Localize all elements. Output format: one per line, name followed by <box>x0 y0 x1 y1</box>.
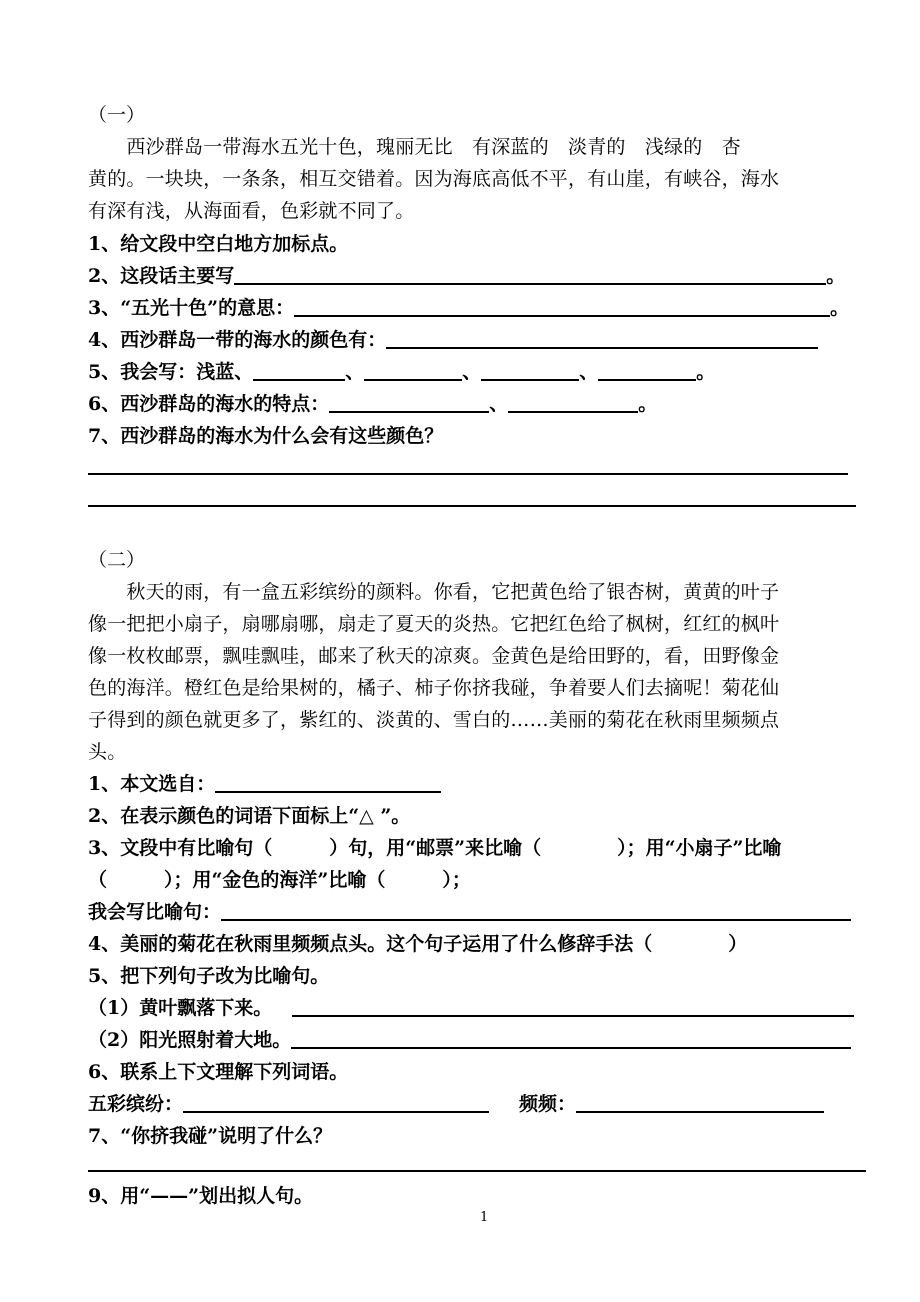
s1-q6-blank-2[interactable] <box>508 393 638 413</box>
s1-q7-answer-line-1[interactable] <box>88 473 848 475</box>
s1-q2-end: 。 <box>826 265 846 287</box>
s1-q5-sep-1: 、 <box>345 361 365 383</box>
s1-q6-sep: 、 <box>489 393 509 415</box>
s2-q6-b-label: 频频： <box>519 1093 577 1115</box>
s2-question-7: 7、“你挤我碰”说明了什么？ <box>88 1125 333 1147</box>
section1-passage-line-2: 黄的。一块块，一条条，相互交错着。因为海底高低不平，有山崖，有峡谷，海水 <box>88 168 780 190</box>
page-number: 1 <box>480 1210 489 1225</box>
section1-passage-line-3: 有深有浅，从海面看，色彩就不同了。 <box>88 200 415 222</box>
s1-q2-text: 2、这段话主要写 <box>88 265 235 287</box>
s1-question-2 <box>88 265 845 289</box>
section1-header: （一） <box>88 104 146 126</box>
s1-q4-text: 4、西沙群岛一带的海水的颜色有： <box>88 329 387 351</box>
s2-q3-write-label: 我会写比喻句： <box>88 901 222 923</box>
section1-passage-line-1: 西沙群岛一带海水五光十色，瑰丽无比 有深蓝的 淡青的 浅绿的 杏 <box>88 136 741 158</box>
s1-q6-end: 。 <box>638 393 658 415</box>
s2-question-3-line-2: （ ）；用“金色的海洋”比喻（ ）； <box>88 869 471 891</box>
s1-q4-answer-blank[interactable] <box>386 329 818 349</box>
section2-passage-line-3: 像一枚枚邮票，飘哇飘哇，邮来了秋天的凉爽。金黄色是给田野的，看，田野像金 <box>88 645 780 667</box>
s2-q6-a-blank[interactable] <box>183 1093 489 1113</box>
s2-question-5-2 <box>88 1029 851 1053</box>
s1-q5-blank-4[interactable] <box>598 361 696 381</box>
s1-q5-blank-3[interactable] <box>481 361 579 381</box>
s2-q1-text: 1、本文选自： <box>88 773 216 795</box>
section2-passage-line-5: 子得到的颜色就更多了，紫红的、淡黄的、雪白的……美丽的菊花在秋雨里频频点 <box>88 709 780 731</box>
section2-passage-line-2: 像一把把小扇子，扇哪扇哪，扇走了夏天的炎热。它把红色给了枫树，红红的枫叶 <box>88 613 780 635</box>
s1-q3-text: 3、“五光十色”的意思： <box>88 297 295 319</box>
s1-q3-answer-blank[interactable] <box>294 297 830 317</box>
s2-q1-answer-blank[interactable] <box>215 773 441 793</box>
s1-question-7: 7、西沙群岛的海水为什么会有这些颜色？ <box>88 425 444 447</box>
s1-q3-end: 。 <box>830 297 850 319</box>
s1-question-3 <box>88 297 849 321</box>
s2-q5-2-blank[interactable] <box>291 1029 851 1049</box>
s1-q5-text: 5、我会写：浅蓝、 <box>88 361 254 383</box>
s2-question-2: 2、在表示颜色的词语下面标上“△ ”。 <box>88 805 411 827</box>
s1-question-6 <box>88 393 657 417</box>
s1-question-5 <box>88 361 715 385</box>
section2-passage-line-1: 秋天的雨，有一盒五彩缤纷的颜料。你看，它把黄色给了银杏树，黄黄的叶子 <box>88 581 780 603</box>
s2-question-5-1 <box>88 997 854 1021</box>
s2-q5-1-blank[interactable] <box>292 997 854 1017</box>
section2-passage-line-4: 色的海洋。橙红色是给果树的，橘子、柿子你挤我碰，争着要人们去摘呢！菊花仙 <box>88 677 780 699</box>
s1-q2-answer-blank[interactable] <box>234 265 826 285</box>
s2-question-5: 5、把下列句子改为比喻句。 <box>88 965 330 987</box>
s1-question-4 <box>88 329 818 353</box>
s1-q7-answer-line-2[interactable] <box>88 505 856 507</box>
s1-q5-end: 。 <box>696 361 716 383</box>
s1-q5-sep-3: 、 <box>579 361 599 383</box>
s1-q5-sep-2: 、 <box>462 361 482 383</box>
s2-question-4: 4、美丽的菊花在秋雨里频频点头。这个句子运用了什么修辞手法（ ） <box>88 933 748 955</box>
s2-q3-write-blank[interactable] <box>221 901 851 921</box>
s2-question-3-line-1: 3、文段中有比喻句（ ）句，用“邮票”来比喻（ ）；用“小扇子”比喻 <box>88 837 782 859</box>
s1-q6-blank-1[interactable] <box>329 393 489 413</box>
section2-passage-line-6: 头。 <box>88 741 127 763</box>
s2-question-6: 6、联系上下文理解下列词语。 <box>88 1061 349 1083</box>
s2-q6-a-label: 五彩缤纷： <box>88 1093 184 1115</box>
s2-question-6-words <box>88 1093 824 1117</box>
s2-q3-write-simile <box>88 901 851 925</box>
s1-q5-blank-2[interactable] <box>364 361 462 381</box>
s2-question-9: 9、用“——”划出拟人句。 <box>88 1185 314 1207</box>
s2-q7-answer-line[interactable] <box>88 1170 866 1172</box>
s1-q6-text: 6、西沙群岛的海水的特点： <box>88 393 330 415</box>
s2-q5-1-text: （1）黄叶飘落下来。 <box>88 997 273 1019</box>
section2-header: （二） <box>88 549 146 571</box>
s1-q5-blank-1[interactable] <box>253 361 345 381</box>
s1-question-1: 1、给文段中空白地方加标点。 <box>88 233 349 255</box>
s2-q6-b-blank[interactable] <box>576 1093 824 1113</box>
s2-q5-2-text: （2）阳光照射着大地。 <box>88 1029 292 1051</box>
s2-question-1 <box>88 773 441 797</box>
